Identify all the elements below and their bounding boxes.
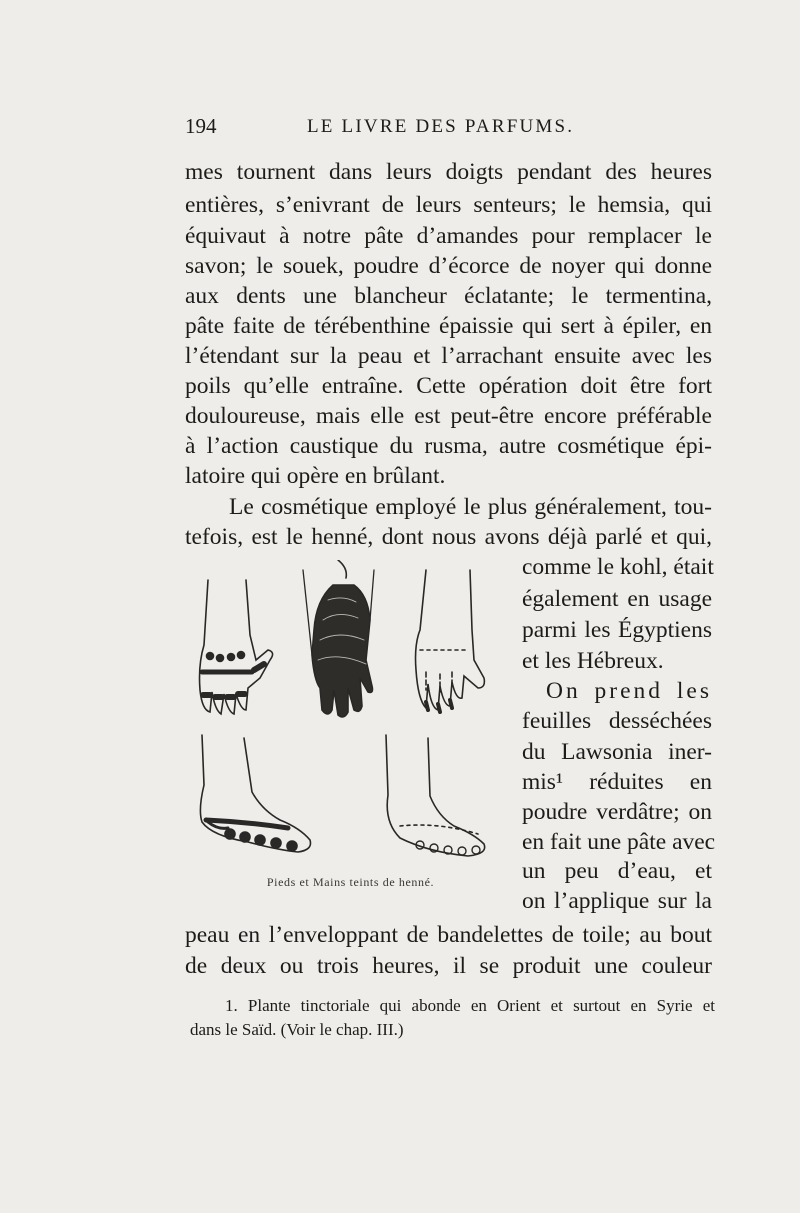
text-line: équivaut à notre pâte d’amandes pour remplacer le [185,223,712,249]
text-line: peau en l’enveloppant de bandelettes de toile; au bout [185,922,712,948]
figure-caption: Pieds et Mains teints de henné. [266,875,435,889]
text-line: l’étendant sur la peau et l’arrachant ensuite avec les [185,343,712,369]
text-line: un peu d’eau, et [522,858,712,884]
text-line: du Lawsonia iner- [522,739,712,765]
text-line: feuilles desséchées [522,708,712,734]
running-title: LE LIVRE DES PARFUMS. [307,116,575,137]
text-line: de deux ou trois heures, il se produit une couleur [185,953,712,979]
text-line: également en usage [522,586,712,612]
text-line: aux dents une blancheur éclatante; le termentina, [185,283,712,309]
text-line: parmi les Égyptiens [522,617,712,643]
footnote-line: dans le Saïd. (Voir le chap. III.) [190,1020,404,1039]
text-line: entières, s’enivrant de leurs senteurs; le hemsia, qui [185,192,712,218]
footnote-line: 1. Plante tinctoriale qui abonde en Orient et surtout en Syrie et [225,996,715,1015]
page-header [185,114,715,144]
hands-and-feet-engraving [188,560,513,870]
text-line: poudre verdâtre; on [522,799,712,825]
text-line: On prend les [546,678,712,704]
text-line: poils qu’elle entraîne. Cette opération doit être fort [185,373,712,399]
text-line: latoire qui opère en brûlant. [185,463,446,489]
text-line: douloureuse, mais elle est peut-être encore préférable [185,403,712,429]
text-line: mes tournent dans leurs doigts pendant des heures [185,159,712,185]
text-line: tefois, est le henné, dont nous avons déjà parlé et qui, [185,524,712,550]
text-line: Le cosmétique employé le plus généralement, tou- [229,494,712,520]
text-line: on l’applique sur la [522,888,712,914]
text-line: mis¹ réduites en [522,769,712,795]
text-line: à l’action caustique du rusma, autre cosmétique épi- [185,433,712,459]
text-line: en fait une pâte avec [522,829,716,855]
text-line: comme le kohl, était [522,554,714,580]
text-line: savon; le souek, poudre d’écorce de noyer qui donne [185,253,712,279]
page-number: 194 [185,114,217,138]
text-line: pâte faite de térébenthine épaissie qui sert à épiler, en [185,313,712,339]
text-line: et les Hébreux. [522,648,664,674]
henna-illustration [188,560,513,889]
